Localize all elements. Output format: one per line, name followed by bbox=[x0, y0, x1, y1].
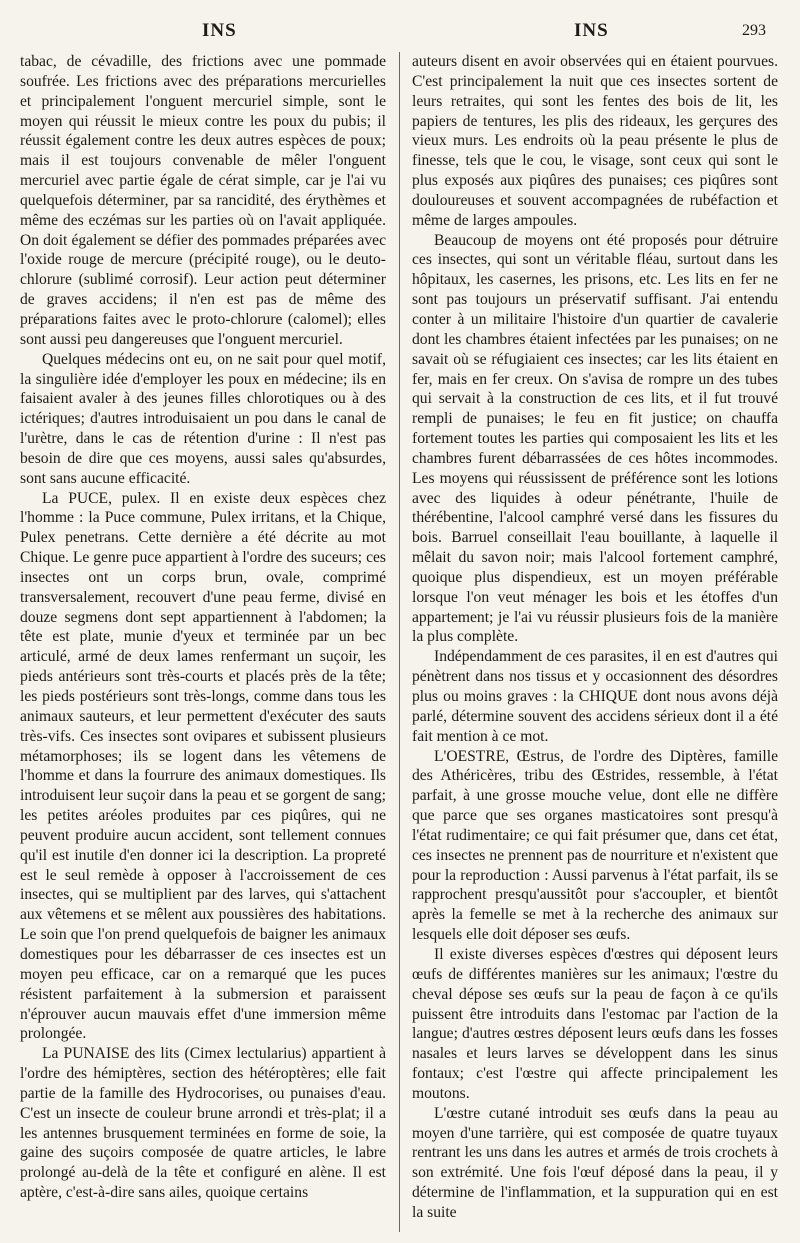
column-divider bbox=[399, 52, 400, 1232]
paragraph: auteurs disent en avoir observées qui en étaient pourvues. C'est principalement la nuit que ces insectes sortent de leurs retraites, qui sont les fentes des bois de lit, les papiers de tentures, les plis des rideaux, les gerçures des vieux murs. Les endroits où la peau présente le plus de finesse, tels que le cou, le visage, sont ceux qui sont le plus exposés aux piqûres des punaises; ces piqûres sont douloureuses et souvent accompagnées de rubéfaction et même de larges ampoules. bbox=[412, 53, 778, 229]
paragraph: Indépendamment de ces parasites, il en est d'autres qui pénètrent dans nos tissus et y occasionnent des désordres plus ou moins graves : la CHIQUE dont nous avons déjà parlé, détermine souvent des accidens sérieux dont il a été fait mention à ce mot. bbox=[412, 648, 778, 745]
paragraph: L'OESTRE, Œstrus, de l'ordre des Diptères, famille des Athéricères, tribu des Œstrides, ressemble, à l'état parfait, à une grosse mouche velue, dont elle ne diffère que parce que ses organes masticatoires sont presqu'à l'état rudimentaire; ce qui fait présumer que, dans cet état, ces insectes ne prennent pas de nourriture et n'existent que pour la reproduction : Aussi parvenus à l'état parfait, ils se rapprochent presqu'aussitôt pour s'accoupler, et bientôt après la femelle se met à la recherche des animaux sur lesquels elle doit déposer ses œufs. bbox=[412, 747, 778, 944]
paragraph: La PUNAISE des lits (Cimex lectularius) appartient à l'ordre des hémiptères, section des hétéroptères; elle fait partie de la famille des Hydrocorises, ou punaises d'eau. C'est un insecte de couleur brune arrondi et très-plat; il a les antennes brusquement terminées en forme de soie, la gaine des suçoirs composée de quatre articles, le labre prolongé au-delà de la tête et configuré en alène. Il est aptère, c'est-à-dire sans ailes, quoique certains bbox=[20, 1045, 386, 1202]
paragraph: Beaucoup de moyens ont été proposés pour détruire ces insectes, qui sont un véritable fléau, surtout dans les hôpitaux, les casernes, les prisons, etc. Les lits en fer ne sont pas toujours un préservatif suffisant. J'ai entendu conter à un militaire l'histoire d'un quartier de cavalerie dont les chambres étaient infectées par les punaises; on ne savait où se réfugiaient ces insectes; car les lits étaient en fer, mais en fer creux. On s'avisa de rompre un des tubes qui servait à la construction de ces lits, et il fut trouvé rempli de punaises; le feu en fit justice; on chauffa fortement toutes les parties qui composaient les lits et les chambres furent débarrassées de ces hôtes incommodes. Les moyens qui réussissent de préférence sont les lotions avec des liquides à odeur pénétrante, l'huile de thérébentine, l'alcool camphré versé dans les fissures du bois. Barruel conseillait l'eau bouillante, à laquelle il mêlait du savon noir; mais l'alcool fortement camphré, quoique plus dispendieux, est un moyen préférable lorsque l'on veut ménager les bois et les étoffes d'un appartement; je l'ai vu réussir plusieurs fois de la manière la plus complète. bbox=[412, 231, 778, 646]
running-head-right: INS bbox=[574, 20, 609, 41]
paragraph: La PUCE, pulex. Il en existe deux espèces chez l'homme : la Puce commune, Pulex irritans, et la Chique, Pulex penetrans. Cette dernière a été décrite au mot Chique. Le genre puce appartient à l'ordre des suceurs; ces insectes ont un corps brun, ovale, comprimé transversalement, recouvert d'une peau ferme, divisé en douze segmens dont sept appartiennent à l'abdomen; la tête est plate, munie d'yeux et terminée par un bec articulé, armé de deux lames renfermant un suçoir, les pieds antérieurs sont très-courts et placés près de la tête; les pieds postérieurs sont très-longs, comme dans tous les animaux sauteurs, et leur permettent d'exécuter des sauts très-vifs. Ces insectes sont ovipares et subissent plusieurs métamorphoses; ils se logent dans les vêtemens de l'homme et dans la fourrure des animaux domestiques. Ils introduisent leur suçoir dans la peau et se gorgent de sang; les petites aréoles produites par ces piqûres, qui ne peuvent produire aucun accident, sont tellement connues qu'il est inutile d'en donner ici la description. La propreté est le seul remède à opposer à l'accroissement de ces insectes, qui se multiplient par des larves, qui s'attachent aux vêtemens et se mêlent aux poussières des habitations. Le soin que l'on prend quelquefois de baigner les animaux domestiques pour les débarrasser de ces insectes est un moyen peu efficace, car on a remarqué que les puces résistent parfaitement à la submersion et paraissent n'éprouver aucun mauvais effet d'une immersion même prolongée. bbox=[20, 489, 386, 1043]
paragraph: Quelques médecins ont eu, on ne sait pour quel motif, la singulière idée d'employer les poux en médecine; ils en faisaient avaler à des jeunes filles chlorotiques ou à des ictériques; d'autres introduisaient un pou dans le canal de l'urètre, dans le cas de rétention d'urine : Il n'est pas besoin de dire que ces moyens, aussi sales qu'absurdes, sont sans aucune efficacité. bbox=[20, 350, 386, 487]
paragraph: L'œstre cutané introduit ses œufs dans la peau au moyen d'une tarrière, qui est composée de quatre tuyaux rentrant les uns dans les autres et armés de trois crochets à son extrémité. Une fois l'œuf déposé dans la peau, il y détermine de l'inflammation, et la suppuration qui en est la suite bbox=[412, 1104, 778, 1221]
running-head-left: INS bbox=[202, 20, 237, 41]
paragraph: Il existe diverses espèces d'œstres qui déposent leurs œufs de différentes manières sur les animaux; l'œstre du cheval dépose ses œufs sur la peau de façon à ce qu'ils puissent être introduits dans l'estomac par l'action de la langue; d'autres œstres déposent leurs œufs dans les fosses nasales et leurs larves se développent dans les sinus fontaux; c'est l'œstre qui affecte principalement les moutons. bbox=[412, 945, 778, 1102]
paragraph: tabac, de cévadille, des frictions avec une pommade soufrée. Les frictions avec des préparations mercurielles et principalement l'onguent mercuriel simple, sont le moyen qui réussit le mieux contre les poux du pubis; il réussit également contre les deux autres espèces de poux; mais il est toujours convenable de mêler l'onguent mercuriel avec partie égale de cérat simple, car je l'ai vu quelquefois déterminer, par sa rancidité, des érythèmes et même des eczémas sur les parties où on l'avait appliquée. On doit également se défier des pommades préparées avec l'oxide rouge de mercure (précipité rouge), ou le deuto-chlorure (sublimé corrosif). Leur action peut déterminer de graves accidens; il n'en est pas de même des préparations faites avec le proto-chlorure (calomel); elles sont aussi peu dangereuses que l'onguent mercuriel. bbox=[20, 53, 386, 348]
page-header bbox=[0, 16, 800, 48]
right-column bbox=[412, 52, 778, 1223]
page-number: 293 bbox=[742, 22, 766, 39]
text-columns bbox=[0, 52, 800, 1232]
left-column bbox=[20, 52, 386, 1203]
